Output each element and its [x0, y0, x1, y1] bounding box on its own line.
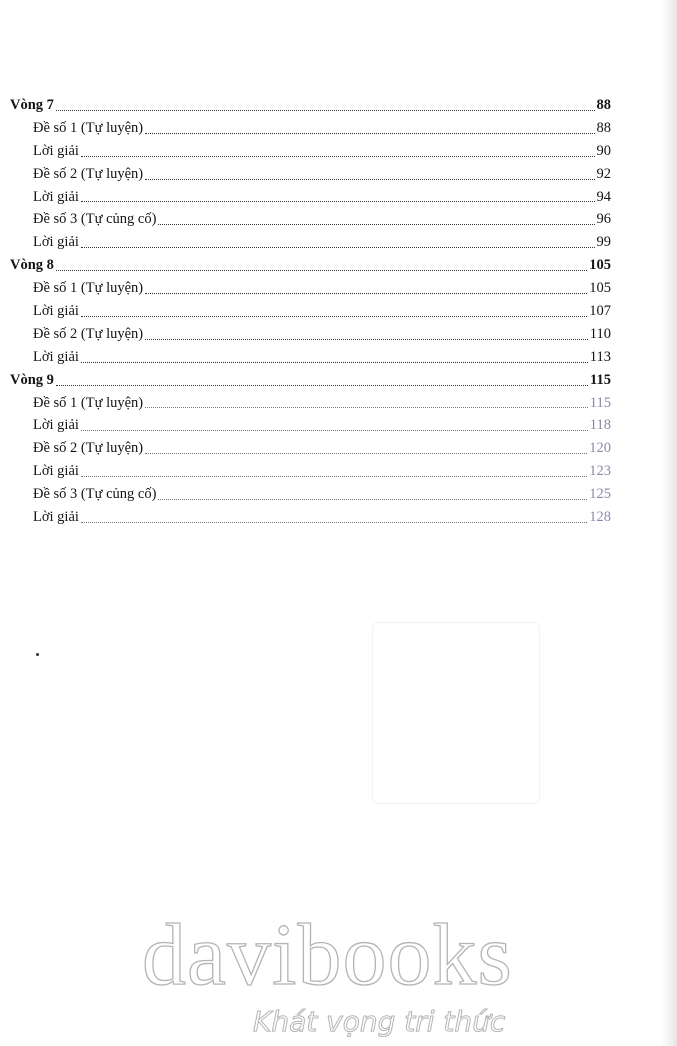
toc-page-number: 110	[589, 325, 611, 342]
toc-entry-row	[10, 414, 611, 437]
toc-dot-leader	[56, 384, 588, 386]
toc-entry-row	[10, 300, 611, 323]
toc-page-number: 115	[589, 394, 611, 411]
toc-dot-leader	[81, 475, 587, 477]
toc-dot-leader	[81, 521, 587, 523]
toc-entry-row	[10, 117, 611, 140]
toc-label: Đề số 1 (Tự luyện)	[33, 280, 144, 297]
toc-label: Lời giải	[33, 463, 79, 480]
toc-dot-leader	[81, 200, 595, 202]
toc-label: Đề số 3 (Tự củng cố)	[33, 486, 157, 503]
toc-entry-row	[10, 346, 611, 369]
toc-page-number: 88	[596, 119, 611, 136]
show-through-box	[372, 622, 540, 804]
toc-entry-row	[10, 483, 611, 506]
toc-label: Đề số 2 (Tự luyện)	[33, 440, 144, 457]
watermark-brand: davibooks	[142, 907, 513, 1004]
toc-page-number: 90	[596, 142, 611, 159]
toc-dot-leader	[56, 109, 595, 111]
toc-label: Lời giải	[33, 509, 79, 526]
toc-entry-row	[10, 392, 611, 415]
toc-page-number: 115	[590, 371, 611, 388]
toc-label: Lời giải	[33, 142, 79, 159]
toc-page-number: 88	[596, 97, 611, 113]
toc-section-row	[10, 94, 611, 117]
toc-dot-leader	[81, 155, 595, 157]
toc-dot-leader	[145, 452, 587, 454]
toc-label: Đề số 2 (Tự luyện)	[33, 165, 144, 182]
toc-page-number: 105	[589, 280, 611, 297]
toc-dot-leader	[81, 246, 595, 248]
toc-page-number: 118	[589, 417, 611, 434]
toc-entry-row	[10, 460, 611, 483]
toc-section-row	[10, 369, 611, 392]
toc-page-number: 120	[589, 440, 611, 457]
toc-entry-row	[10, 208, 611, 231]
toc-entry-row	[10, 231, 611, 254]
toc-page-number: 96	[596, 211, 611, 228]
stray-dot	[36, 653, 39, 656]
toc-page-number: 94	[596, 188, 611, 205]
toc-entry-row	[10, 186, 611, 209]
watermark-tagline: Khát vọng tri thức	[253, 1005, 506, 1038]
toc-entry-row	[10, 277, 611, 300]
toc-page-number: 99	[596, 234, 611, 251]
toc-label: Đề số 2 (Tự luyện)	[33, 325, 144, 342]
toc-dot-leader	[145, 292, 587, 294]
toc-section-row	[10, 254, 611, 277]
toc-dot-leader	[81, 361, 588, 363]
toc-dot-leader	[56, 269, 587, 271]
toc-page-number: 125	[589, 486, 611, 503]
toc-page-number: 105	[589, 257, 611, 274]
toc-page-number: 123	[589, 463, 611, 480]
toc-label: Vòng 7	[10, 97, 54, 113]
toc-entry-row	[10, 437, 611, 460]
toc-label: Lời giải	[33, 303, 79, 320]
toc-dot-leader	[81, 429, 588, 431]
toc-label: Vòng 8	[10, 257, 54, 274]
toc-page-number: 92	[596, 165, 611, 182]
toc-page-number: 128	[589, 509, 611, 526]
toc-label: Lời giải	[33, 234, 79, 251]
toc-label: Đề số 1 (Tự luyện)	[33, 119, 144, 136]
toc-entry-row	[10, 506, 611, 529]
toc-dot-leader	[145, 132, 594, 134]
toc-dot-leader	[81, 315, 587, 317]
page-edge-shadow	[661, 0, 677, 1046]
toc-dot-leader	[145, 406, 588, 408]
toc-dot-leader	[158, 223, 594, 225]
table-of-contents	[10, 94, 611, 529]
toc-label: Lời giải	[33, 417, 79, 434]
toc-page-number: 113	[589, 348, 611, 365]
toc-label: Đề số 3 (Tự củng cố)	[33, 211, 157, 228]
toc-dot-leader	[145, 338, 588, 340]
toc-entry-row	[10, 163, 611, 186]
toc-page-number: 107	[589, 303, 611, 320]
toc-label: Lời giải	[33, 348, 79, 365]
toc-label: Lời giải	[33, 188, 79, 205]
toc-label: Vòng 9	[10, 371, 54, 388]
toc-dot-leader	[145, 178, 594, 180]
toc-dot-leader	[158, 498, 587, 500]
toc-entry-row	[10, 323, 611, 346]
toc-label: Đề số 1 (Tự luyện)	[33, 394, 144, 411]
toc-entry-row	[10, 140, 611, 163]
